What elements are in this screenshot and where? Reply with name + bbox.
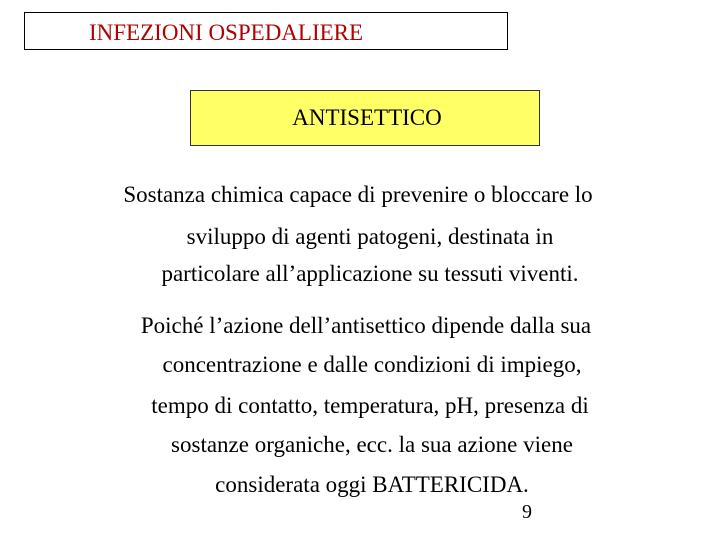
definition-line: sviluppo di agenti patogeni, destinata in — [186, 224, 554, 249]
explanation-line: Poiché l’azione dell’antisettico dipende dalla sua — [140, 313, 592, 338]
explanation-line: tempo di contatto, temperatura, pH, presenza di — [151, 393, 589, 418]
page-number: 9 — [522, 501, 532, 523]
explanation-line: concentrazione e dalle condizioni di impiego, — [162, 352, 582, 377]
subtitle-box — [190, 90, 540, 146]
definition-line: particolare all’applicazione su tessuti viventi. — [161, 261, 579, 286]
slide-title: INFEZIONI OSPEDALIERE — [89, 20, 364, 45]
slide-subtitle: ANTISETTICO — [292, 105, 442, 130]
explanation-line: considerata oggi BATTERICIDA. — [215, 472, 529, 497]
explanation-line: sostanze organiche, ecc. la sua azione viene — [171, 432, 573, 457]
title-box — [24, 12, 508, 50]
definition-line: Sostanza chimica capace di prevenire o bloccare lo — [123, 182, 593, 207]
